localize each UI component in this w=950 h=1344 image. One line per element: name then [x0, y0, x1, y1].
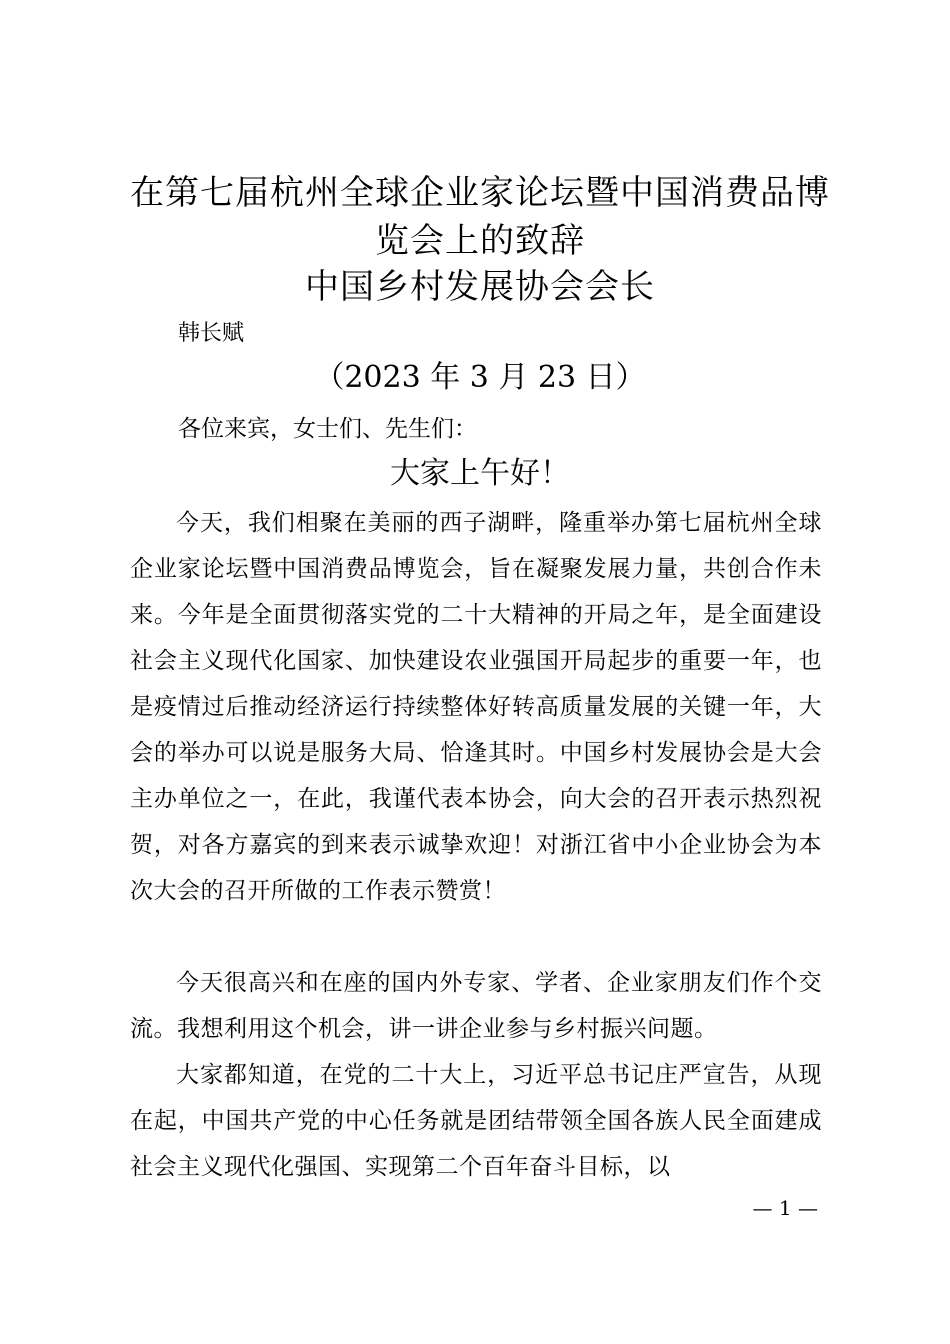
salutation: 各位来宾，女士们、先生们： — [178, 416, 477, 442]
body-paragraph-3: 大家都知道，在党的二十大上，习近平总书记庄严宣告，从现在起，中国共产党的中心任务就是团结带领全国各族人民全面建成社会主义现代化强国、实现第二个百年奋斗目标，以 — [130, 1062, 822, 1180]
title-line-1: 在第七届杭州全球企业家论坛暨中国消费品博 — [130, 173, 830, 213]
title-line-3: 中国乡村发展协会会长 — [305, 267, 655, 307]
title-line-2: 览会上的致辞 — [375, 221, 585, 261]
greeting: 大家上午好！ — [390, 456, 570, 491]
author-name: 韩长赋 — [178, 321, 245, 346]
body-paragraph-1: 今天，我们相聚在美丽的西子湖畔，隆重举办第七届杭州全球企业家论坛暨中国消费品博览会，旨在凝聚发展力量，共创合作未来。今年是全面贯彻落实党的二十大精神的开局之年，是全面建设社会主义现代化国家、加快建设农业强国开局起步的重要一年，也是疫情过后推动经济运行持续整体好转高质量发展的关键一年，大会的举办可以说是服务大局、恰逢其时。中国乡村发展协会是大会主办单位之一，在此，我谨代表本协会，向大会的召开表示热烈祝贺，对各方嘉宾的到来表示诚挚欢迎！对浙江省中小企业协会为本次大会的召开所做的工作表示赞赏！ — [130, 510, 822, 904]
body-paragraph-2: 今天很高兴和在座的国内外专家、学者、企业家朋友们作个交流。我想利用这个机会，讲一讲企业参与乡村振兴问题。 — [130, 970, 822, 1042]
page-number: — 1 — — [752, 1196, 818, 1220]
speech-date: （2023 年 3 月 23 日） — [314, 360, 646, 395]
